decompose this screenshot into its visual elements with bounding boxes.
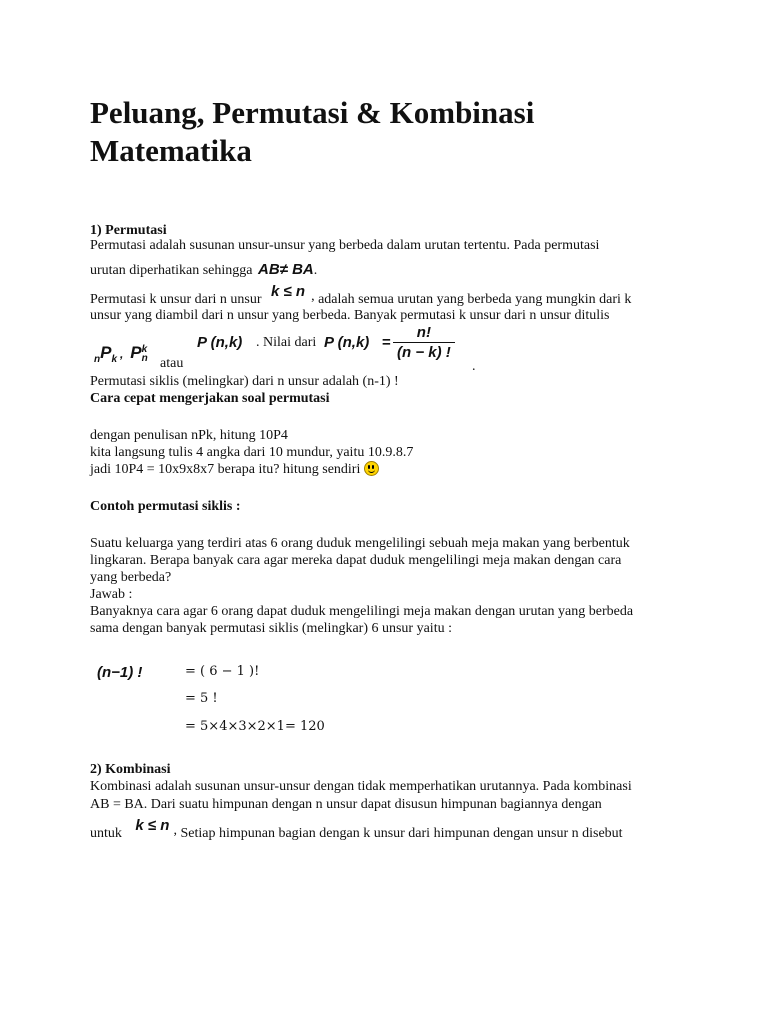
paragraph-line xyxy=(90,461,379,479)
paragraph-line: Jawab : xyxy=(90,587,133,602)
paragraph-line: Permutasi adalah susunan unsur-unsur yang berbeda dalam urutan tertentu. Pada permutasi xyxy=(90,238,600,253)
pnk-scripts xyxy=(142,345,148,363)
paragraph-line: Permutasi k unsur dari n unsur k ≤ n , adalah semua urutan yang berbeda yang mungkin dari k xyxy=(90,283,632,307)
npk-notation: $_nP_k$ , P k n xyxy=(94,343,148,365)
paragraph-line: lingkaran. Berapa banyak cara agar mereka dapat duduk mengelilingi meja makan dengan cara xyxy=(90,553,622,568)
text-atau: atau xyxy=(160,356,184,371)
paragraph-line: yang berbeda? xyxy=(90,570,172,585)
permutation-formula xyxy=(90,326,690,372)
math-p-n-k: P (n,k) xyxy=(324,334,370,351)
calc-step-3: = 5×4×3×2×1= 120 xyxy=(185,719,325,734)
pnk-sub: n xyxy=(141,353,148,365)
paragraph-line: sama dengan banyak permutasi siklis (melingkar) 6 unsur yaitu : xyxy=(90,621,452,636)
paragraph-line: Kombinasi adalah susunan unsur-unsur dengan tidak memperhatikan urutannya. Pada kombinasi xyxy=(90,779,632,794)
paragraph-line: Suatu keluarga yang terdiri atas 6 orang duduk mengelilingi sebuah meja makan yang berbentuk xyxy=(90,536,630,551)
text-fragment: . xyxy=(313,263,318,278)
math-equals: = xyxy=(382,334,391,351)
paragraph-line: unsur yang diambil dari n unsur yang berbeda. Banyak permutasi k unsur dari n unsur ditulis xyxy=(90,308,610,323)
text-fragment: urutan diperhatikan sehingga xyxy=(90,263,253,278)
math-n-minus-1-factorial: (n−1) ! xyxy=(97,664,143,681)
text-fragment: adalah semua urutan yang berbeda yang mungkin dari k xyxy=(318,292,632,307)
paragraph-line: dengan penulisan nPk, hitung 10P4 xyxy=(90,428,288,443)
math-ab-neq-ba: AB≠ BA xyxy=(258,261,314,278)
text-fragment: jadi 10P4 = 10x9x8x7 berapa itu? hitung sendiri xyxy=(90,462,361,477)
permutation-fraction xyxy=(393,324,455,362)
subheading-cara-cepat: Cara cepat mengerjakan soal permutasi xyxy=(90,391,330,406)
pnk-sup: k xyxy=(141,344,148,356)
npk-sub: k xyxy=(111,354,118,365)
math-k-le-n: k ≤ n xyxy=(135,817,170,834)
math-p-n-k: P (n,k) xyxy=(197,334,243,351)
paragraph-line: Banyaknya cara agar 6 orang dapat duduk mengelilingi meja makan dengan urutan yang berbeda xyxy=(90,604,634,619)
calc-step-1: = ( 6 − 1 )! xyxy=(185,664,260,679)
paragraph-line xyxy=(90,261,317,280)
section-heading-kombinasi: 2) Kombinasi xyxy=(90,762,171,777)
siklis-calculation xyxy=(90,655,690,745)
math-k-le-n: k ≤ n xyxy=(270,283,306,300)
paragraph-line: kita langsung tulis 4 angka dari 10 mundur, yaitu 10.9.8.7 xyxy=(90,445,414,460)
npk-prefix: n xyxy=(94,354,101,365)
calc-step-2: = 5 ! xyxy=(185,691,218,706)
paragraph-line: AB = BA. Dari suatu himpunan dengan n unsur dapat disusun himpunan bagiannya dengan xyxy=(90,797,602,812)
npk-p: P xyxy=(100,343,112,362)
paragraph-line: untuk k ≤ n , Setiap himpunan bagian dengan k unsur dari himpunan dengan unsur n disebut xyxy=(90,817,623,841)
fraction-denominator: (n − k) ! xyxy=(393,342,455,362)
paragraph-line: Permutasi siklis (melingkar) dari n unsur adalah (n-1) ! xyxy=(90,374,399,389)
text-fragment: Permutasi k unsur dari n unsur xyxy=(90,292,262,307)
text-period: . xyxy=(472,359,476,374)
page-title: Peluang, Permutasi & Kombinasi Matematika xyxy=(90,95,535,168)
text-nilai-dari: . Nilai dari xyxy=(256,335,317,350)
section-heading-permutasi: 1) Permutasi xyxy=(90,223,167,238)
text-fragment: untuk xyxy=(90,826,122,841)
fraction-numerator: n! xyxy=(416,324,431,341)
pnk-p: P xyxy=(130,343,142,362)
subheading-contoh: Contoh permutasi siklis : xyxy=(90,499,241,514)
smiley-icon xyxy=(364,461,379,476)
text-fragment: Setiap himpunan bagian dengan k unsur dari himpunan dengan unsur n disebut xyxy=(180,826,623,841)
